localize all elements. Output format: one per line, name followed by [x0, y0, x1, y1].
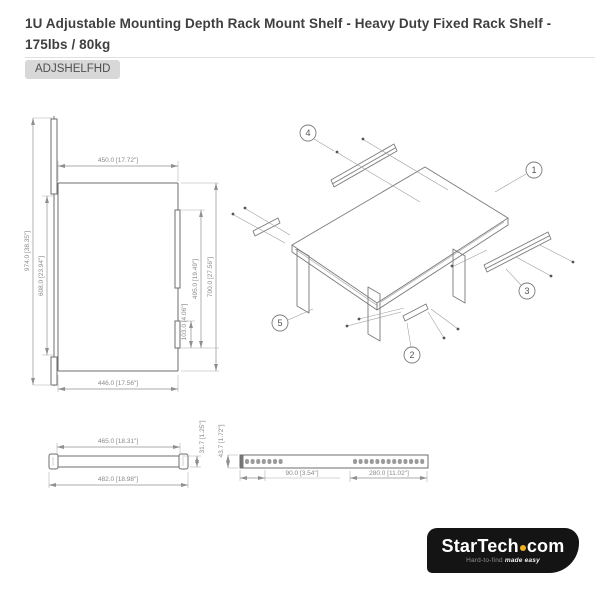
callout-2 — [404, 347, 420, 363]
front-view — [49, 420, 206, 488]
rail-side — [484, 232, 551, 272]
dim-panel-height: 31.7 [1.25"] — [199, 420, 206, 454]
callout-1 — [526, 162, 542, 178]
mount-bracket-middle — [368, 287, 380, 341]
logo-dot-icon — [520, 545, 526, 551]
mount-bracket-left — [297, 249, 309, 313]
dim-rear-slots: 280.0 [11.02"] — [369, 470, 409, 477]
callout-5-label: 5 — [277, 318, 283, 328]
callout-5 — [272, 315, 288, 331]
bracket-small-front — [403, 304, 428, 321]
callout-4-label: 4 — [305, 128, 311, 138]
page-title: 1U Adjustable Mounting Depth Rack Mount Shelf - Heavy Duty Fixed Rack Shelf - 175lbs / 80kg — [25, 16, 552, 52]
rail-view — [218, 424, 428, 482]
iso-view — [232, 125, 575, 363]
dim-inner-width: 465.0 [18.31"] — [97, 438, 139, 445]
startech-logo — [427, 528, 579, 573]
screws — [232, 138, 575, 340]
dim-front-slots: 90.0 [3.54"] — [285, 470, 319, 477]
dim-shelf-width: 446.0 [17.56"] — [97, 380, 139, 387]
callout-4 — [300, 125, 316, 141]
dim-rail-length: 608.0 [23.94"] — [38, 255, 45, 297]
dim-lower-slot: 103.0 [4.06"] — [181, 303, 188, 341]
callout-3 — [519, 283, 535, 299]
dim-outer-width: 482.0 [18.98"] — [97, 476, 139, 483]
callout-3-label: 3 — [524, 286, 530, 296]
callout-2-label: 2 — [409, 350, 415, 360]
top-view — [24, 116, 219, 392]
callout-1-label: 1 — [531, 165, 537, 175]
dim-total-depth: 700.0 [27.56"] — [207, 256, 214, 298]
sku-badge: ADJSHELFHD — [25, 60, 120, 79]
shelf-plate — [292, 167, 508, 303]
dim-shelf-depth: 450.0 [17.72"] — [97, 157, 139, 164]
dim-slot-span: 495.0 [19.49"] — [192, 258, 199, 300]
logo-tagline: Hard-to-find made easy — [466, 557, 540, 564]
rail-rear — [331, 144, 397, 187]
dim-rail-height: 43.7 [1.72"] — [218, 424, 225, 458]
dim-overall-length: 974.0 [38.35"] — [24, 230, 31, 272]
startech-wordmark: StarTech com — [441, 536, 565, 556]
